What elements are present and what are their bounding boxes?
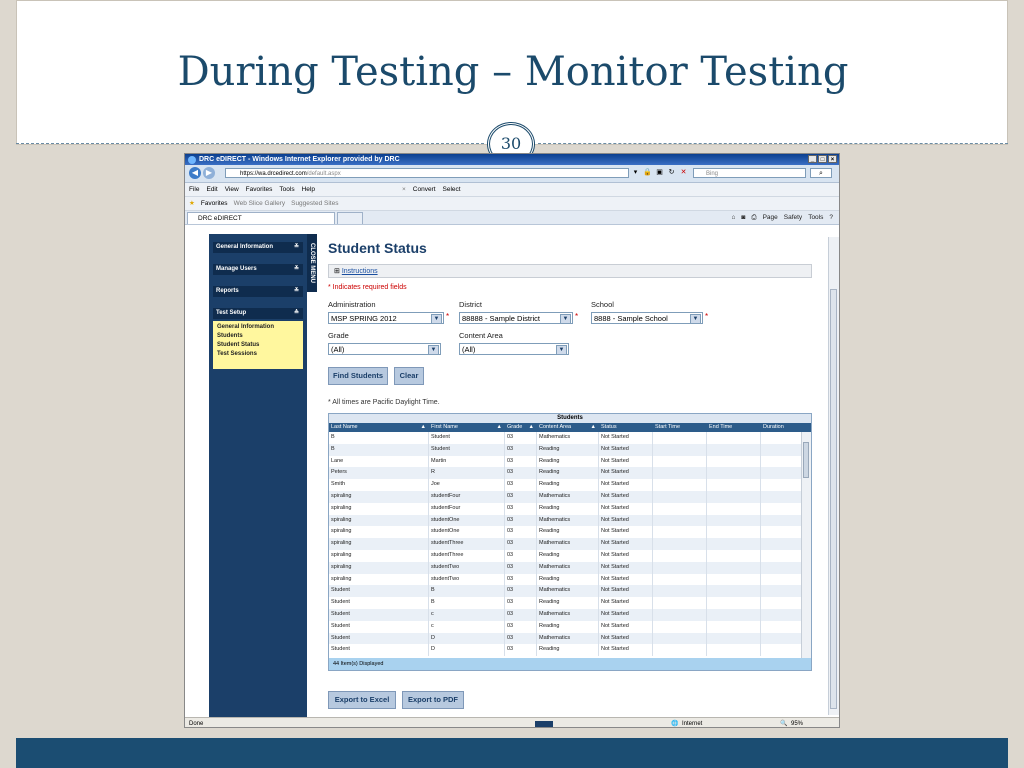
table-cell — [653, 633, 707, 645]
table-cell: B — [329, 432, 429, 444]
table-cell: Student — [429, 432, 505, 444]
table-row[interactable] — [329, 621, 804, 633]
table-cell: spiraling — [329, 526, 429, 538]
table-cell: B — [429, 585, 505, 597]
table-cell: studentFour — [429, 503, 505, 515]
table-cell: 03 — [505, 550, 537, 562]
select-button[interactable]: Select — [442, 186, 461, 193]
content-area-label: Content Area — [459, 331, 503, 340]
table-cell: Reading — [537, 550, 599, 562]
browser-tab[interactable]: DRC eDIRECT — [187, 212, 335, 224]
search-input[interactable]: Bing — [693, 168, 806, 178]
bottom-band — [16, 738, 1008, 768]
new-tab-button[interactable] — [337, 212, 363, 224]
table-cell: Not Started — [599, 538, 653, 550]
table-cell — [707, 585, 761, 597]
table-cell: B — [429, 597, 505, 609]
table-row[interactable] — [329, 526, 804, 538]
table-cell: Mathematics — [537, 633, 599, 645]
table-cell — [653, 526, 707, 538]
table-row[interactable] — [329, 515, 804, 527]
menu-file[interactable]: File — [189, 186, 200, 193]
table-cell: Smith — [329, 479, 429, 491]
school-label: School — [591, 300, 614, 309]
address-bar — [185, 165, 839, 183]
table-row[interactable] — [329, 585, 804, 597]
table-cell: Mathematics — [537, 515, 599, 527]
status-bar — [185, 717, 840, 728]
content-area-select[interactable]: (All) ▼ — [459, 343, 569, 355]
table-cell — [653, 644, 707, 656]
col-grade[interactable]: Grade ▲ — [507, 424, 534, 430]
table-cell: 03 — [505, 574, 537, 586]
divider-right — [538, 143, 1008, 144]
refresh-icon[interactable]: ↻ — [668, 169, 675, 176]
zoom-icon: 🔍 — [780, 721, 788, 727]
table-cell — [707, 538, 761, 550]
minimize-icon[interactable]: _ — [808, 155, 817, 163]
col-status[interactable]: Status — [601, 424, 617, 430]
table-cell: c — [429, 621, 505, 633]
grid-header — [329, 423, 811, 432]
chevron-down-icon: ▼ — [556, 345, 567, 355]
table-cell: 03 — [505, 479, 537, 491]
table-cell: Not Started — [599, 526, 653, 538]
table-cell — [653, 621, 707, 633]
table-cell — [653, 538, 707, 550]
main-panel: Student Status ⊞ Instructions * Indicates required fields Administration MSP SPRING 2012 ▼ * District 88888 - Sample District ▼ * School 8888 - Sample School ▼ * Grade (All) ▼ Content Area (All) ▼ Find Students Clear * All times are Pacific Daylight Time. Students Last Name ▲ First Name ▲ Grade ▲ Content Area ▲ Status Start Time End Time Duration Student D 03 Reading Not Started Student D 03 Mathematics Not Started Student c 03 Reading Not Started Student c 03 Mathematics Not Started Student B 03 Reading Not Started Student B 03 Mathematics Not Started spiraling studentTwo 03 Reading Not Started spiraling studentTwo 03 Mathematics Not Started spiraling studentThree 03 Reading Not Started spiraling studentThree 03 Mathematics Not Started spiraling studentOne 03 Reading Not Started spiraling studentOne 03 Mathematics Not Started spiraling studentFour 03 Reading Not Started spiraling studentFour 03 Mathematics Not Started Smith Joe 03 Reading Not Started Peters R 03 Reading Not Started Lane Martin 03 Reading Not Started B Student 03 Reading Not Started B Student 03 Mathematics Not Started 44 Item(s) Displayed Export to Excel Export to PDF — [325, 234, 815, 717]
table-cell: studentThree — [429, 550, 505, 562]
table-cell: Lane — [329, 456, 429, 468]
table-cell: Not Started — [599, 479, 653, 491]
tools-menu[interactable]: Tools — [808, 214, 824, 221]
sidebar-item-reports[interactable]: Reports ≚ — [213, 286, 303, 297]
table-cell — [653, 515, 707, 527]
table-cell: 03 — [505, 432, 537, 444]
table-cell: Mathematics — [537, 609, 599, 621]
page-scrollbar[interactable] — [828, 237, 839, 715]
close-icon[interactable]: × — [828, 155, 837, 163]
table-cell — [653, 550, 707, 562]
sort-up-icon: ▲ — [528, 424, 534, 430]
table-cell: studentTwo — [429, 574, 505, 586]
table-row[interactable] — [329, 609, 804, 621]
table-cell: Reading — [537, 526, 599, 538]
convert-button[interactable]: Convert — [412, 186, 436, 193]
home-icon[interactable]: ⌂ — [731, 214, 736, 221]
table-cell: spiraling — [329, 515, 429, 527]
export-pdf-button[interactable]: Export to PDF — [402, 691, 464, 709]
grid-caption: Students — [329, 414, 811, 423]
table-cell — [653, 444, 707, 456]
table-cell: Not Started — [599, 503, 653, 515]
table-cell — [653, 479, 707, 491]
sort-up-icon: ▲ — [590, 424, 596, 430]
table-row[interactable] — [329, 444, 804, 456]
table-cell — [653, 585, 707, 597]
page-menu[interactable]: Page — [762, 214, 778, 221]
table-cell: Student — [329, 644, 429, 656]
table-cell: Not Started — [599, 621, 653, 633]
table-cell: spiraling — [329, 562, 429, 574]
chevron-down-icon: ▼ — [690, 314, 701, 324]
sidebar-item-general-information[interactable]: General Information ≚ — [213, 242, 303, 253]
chevron-up-icon: ≙ — [293, 310, 299, 316]
table-cell: 03 — [505, 597, 537, 609]
table-cell — [653, 467, 707, 479]
table-cell: 03 — [505, 644, 537, 656]
table-cell — [707, 444, 761, 456]
table-cell: 03 — [505, 467, 537, 479]
table-cell: B — [329, 444, 429, 456]
table-cell: Not Started — [599, 444, 653, 456]
lock-icon[interactable]: 🔒 — [643, 169, 652, 176]
divider-left — [16, 143, 484, 144]
table-cell — [707, 550, 761, 562]
table-row[interactable] — [329, 479, 804, 491]
table-cell: Not Started — [599, 644, 653, 656]
command-bar — [731, 211, 833, 224]
items-displayed: 44 Item(s) Displayed — [329, 658, 811, 670]
table-cell: Not Started — [599, 562, 653, 574]
table-cell — [707, 456, 761, 468]
table-cell — [653, 491, 707, 503]
table-cell: 03 — [505, 491, 537, 503]
menu-tools[interactable]: Tools — [279, 186, 295, 193]
table-cell: spiraling — [329, 491, 429, 503]
table-cell — [707, 467, 761, 479]
table-cell — [707, 526, 761, 538]
web-slice-link[interactable]: Web Slice Gallery — [233, 200, 286, 207]
table-cell: studentThree — [429, 538, 505, 550]
table-cell — [707, 633, 761, 645]
sidebar-item-manage-users[interactable]: Manage Users ≚ — [213, 264, 303, 275]
table-row[interactable] — [329, 503, 804, 515]
table-cell — [653, 562, 707, 574]
table-cell — [707, 644, 761, 656]
table-cell — [707, 432, 761, 444]
table-row[interactable] — [329, 574, 804, 586]
sub-item-student-status[interactable]: Student Status — [217, 342, 260, 348]
sub-item-test-sessions[interactable]: Test Sessions — [217, 351, 257, 357]
star-icon: ★ — [189, 200, 195, 207]
table-row[interactable] — [329, 456, 804, 468]
instructions-bar[interactable]: ⊞ Instructions — [328, 264, 812, 278]
menu-edit[interactable]: Edit — [206, 186, 218, 193]
globe-icon: 🌐 — [671, 721, 679, 727]
table-cell: Not Started — [599, 609, 653, 621]
table-cell: spiraling — [329, 503, 429, 515]
chevron-down-icon: ▼ — [431, 314, 442, 324]
table-row[interactable] — [329, 538, 804, 550]
url-input[interactable]: https://wa.drcedirect.com/default.aspx — [225, 168, 629, 178]
grid-scrollbar[interactable] — [801, 432, 811, 660]
maximize-icon[interactable]: □ — [818, 155, 827, 163]
administration-label: Administration — [328, 300, 376, 309]
table-cell: 03 — [505, 503, 537, 515]
col-duration[interactable]: Duration — [763, 424, 784, 430]
timezone-note: * All times are Pacific Daylight Time. — [328, 399, 440, 406]
export-excel-button[interactable]: Export to Excel — [328, 691, 396, 709]
sort-up-icon: ▲ — [420, 424, 426, 430]
table-cell: studentTwo — [429, 562, 505, 574]
stop-icon[interactable]: ✕ — [680, 169, 687, 176]
table-row[interactable] — [329, 562, 804, 574]
slide-title: During Testing – Monitor Testing — [177, 49, 849, 95]
menu-view[interactable]: View — [224, 186, 239, 193]
sort-up-icon: ▲ — [496, 424, 502, 430]
back-icon[interactable]: ◀ — [189, 167, 201, 179]
table-cell: Mathematics — [537, 538, 599, 550]
table-cell: Student — [329, 621, 429, 633]
sub-item-students[interactable]: Students — [217, 333, 243, 339]
table-cell: 03 — [505, 562, 537, 574]
table-cell: Martin — [429, 456, 505, 468]
favorites-button[interactable]: Favorites — [200, 200, 228, 207]
school-select[interactable]: 8888 - Sample School ▼ — [591, 312, 703, 324]
grade-select[interactable]: (All) ▼ — [328, 343, 441, 355]
table-cell — [707, 515, 761, 527]
district-select[interactable]: 88888 - Sample District ▼ — [459, 312, 573, 324]
table-cell — [653, 609, 707, 621]
table-cell: Student — [429, 444, 505, 456]
table-cell: spiraling — [329, 574, 429, 586]
chevron-down-icon: ≚ — [293, 244, 299, 250]
table-cell — [707, 621, 761, 633]
table-cell: Not Started — [599, 633, 653, 645]
instructions-link[interactable]: Instructions — [341, 268, 378, 275]
table-cell: studentOne — [429, 515, 505, 527]
page-number: 30 — [487, 122, 535, 166]
search-icon[interactable]: ⌕ — [810, 168, 832, 178]
suggested-sites-link[interactable]: Suggested Sites — [291, 200, 339, 207]
table-cell: Student — [329, 633, 429, 645]
col-start-time[interactable]: Start Time — [655, 424, 681, 430]
table-cell — [707, 491, 761, 503]
table-cell: spiraling — [329, 550, 429, 562]
table-cell: 03 — [505, 526, 537, 538]
table-cell — [707, 574, 761, 586]
table-row[interactable] — [329, 644, 804, 656]
table-cell: c — [429, 609, 505, 621]
grade-label: Grade — [328, 331, 349, 340]
table-cell — [653, 456, 707, 468]
safety-menu[interactable]: Safety — [783, 214, 803, 221]
col-end-time[interactable]: End Time — [709, 424, 733, 430]
zoom-level[interactable]: 95% — [791, 721, 804, 727]
status-text: Done — [189, 721, 204, 727]
table-cell: 03 — [505, 621, 537, 633]
table-cell — [653, 574, 707, 586]
sidebar-submenu — [213, 321, 303, 369]
table-cell: Not Started — [599, 467, 653, 479]
table-cell: Peters — [329, 467, 429, 479]
table-cell: Student — [329, 597, 429, 609]
students-grid — [328, 413, 812, 671]
dropdown-icon[interactable]: ▾ — [633, 169, 638, 176]
table-cell: Mathematics — [537, 432, 599, 444]
table-cell: studentFour — [429, 491, 505, 503]
sidebar — [209, 234, 307, 717]
find-students-button[interactable]: Find Students — [328, 367, 388, 385]
table-cell: Reading — [537, 503, 599, 515]
menu-bar — [185, 183, 839, 197]
table-row[interactable] — [329, 432, 804, 444]
table-cell: Reading — [537, 479, 599, 491]
table-cell: Not Started — [599, 550, 653, 562]
progress-indicator — [535, 721, 553, 727]
district-label: District — [459, 300, 482, 309]
table-cell: Not Started — [599, 574, 653, 586]
table-cell: Reading — [537, 456, 599, 468]
table-cell: D — [429, 633, 505, 645]
table-cell: Student — [329, 609, 429, 621]
ie-logo-icon — [188, 156, 196, 164]
feeds-icon[interactable]: ◙ — [741, 214, 746, 221]
table-cell — [707, 562, 761, 574]
chevron-down-icon: ≚ — [293, 266, 299, 272]
table-cell — [707, 609, 761, 621]
table-row[interactable] — [329, 491, 804, 503]
col-content-area[interactable]: Content Area ▲ — [539, 424, 596, 430]
table-cell: Not Started — [599, 597, 653, 609]
table-cell: Reading — [537, 444, 599, 456]
table-row[interactable] — [329, 633, 804, 645]
table-row[interactable] — [329, 550, 804, 562]
col-last-name[interactable]: Last Name ▲ — [331, 424, 426, 430]
table-row[interactable] — [329, 597, 804, 609]
table-cell: Reading — [537, 644, 599, 656]
sub-item-general-information[interactable]: General Information — [217, 324, 275, 330]
close-bar-icon[interactable]: × — [401, 186, 406, 193]
browser-window — [184, 153, 840, 728]
table-cell: Not Started — [599, 515, 653, 527]
table-cell: Reading — [537, 621, 599, 633]
table-cell: 03 — [505, 515, 537, 527]
table-cell — [653, 597, 707, 609]
table-cell — [653, 432, 707, 444]
table-cell: Reading — [537, 574, 599, 586]
menu-favorites[interactable]: Favorites — [245, 186, 273, 193]
sidebar-item-test-setup[interactable]: Test Setup ≙ — [213, 308, 303, 319]
chevron-down-icon: ≚ — [293, 288, 299, 294]
close-menu-tab[interactable]: CLOSE MENU — [307, 234, 317, 292]
table-cell: 03 — [505, 609, 537, 621]
table-cell: Not Started — [599, 456, 653, 468]
table-cell: Mathematics — [537, 491, 599, 503]
print-icon[interactable]: ⎙ — [751, 214, 757, 221]
table-cell: Reading — [537, 467, 599, 479]
menu-help[interactable]: Help — [301, 186, 315, 193]
table-cell: 03 — [505, 456, 537, 468]
compat-icon[interactable]: ▣ — [656, 169, 663, 176]
table-cell: Not Started — [599, 491, 653, 503]
zone-label: Internet — [682, 721, 703, 727]
chevron-down-icon: ▼ — [560, 314, 571, 324]
forward-icon[interactable]: ▶ — [203, 167, 215, 179]
table-cell: Not Started — [599, 585, 653, 597]
table-cell: Mathematics — [537, 585, 599, 597]
table-cell: 03 — [505, 633, 537, 645]
table-cell: studentOne — [429, 526, 505, 538]
table-row[interactable] — [329, 467, 804, 479]
table-cell — [707, 503, 761, 515]
table-cell: 03 — [505, 538, 537, 550]
required-note: * Indicates required fields — [328, 284, 407, 291]
chevron-down-icon: ▼ — [428, 345, 439, 355]
window-titlebar — [185, 154, 839, 165]
help-icon[interactable]: ? — [829, 214, 833, 221]
table-cell: Joe — [429, 479, 505, 491]
table-cell — [707, 479, 761, 491]
administration-select[interactable]: MSP SPRING 2012 ▼ — [328, 312, 444, 324]
table-cell: D — [429, 644, 505, 656]
table-cell: Mathematics — [537, 562, 599, 574]
favorites-bar — [185, 197, 839, 211]
col-first-name[interactable]: First Name ▲ — [431, 424, 502, 430]
page-title: Student Status — [328, 240, 427, 256]
table-cell: 03 — [505, 444, 537, 456]
table-cell: R — [429, 467, 505, 479]
grid-body — [329, 432, 811, 660]
table-cell — [707, 597, 761, 609]
table-cell — [653, 503, 707, 515]
tab-row — [185, 211, 839, 225]
window-title: DRC eDIRECT - Windows Internet Explorer provided by DRC — [199, 156, 400, 163]
page-content — [185, 234, 840, 717]
clear-button[interactable]: Clear — [394, 367, 424, 385]
table-cell: 03 — [505, 585, 537, 597]
table-cell: spiraling — [329, 538, 429, 550]
table-cell: Not Started — [599, 432, 653, 444]
table-cell: Student — [329, 585, 429, 597]
table-cell: Reading — [537, 597, 599, 609]
